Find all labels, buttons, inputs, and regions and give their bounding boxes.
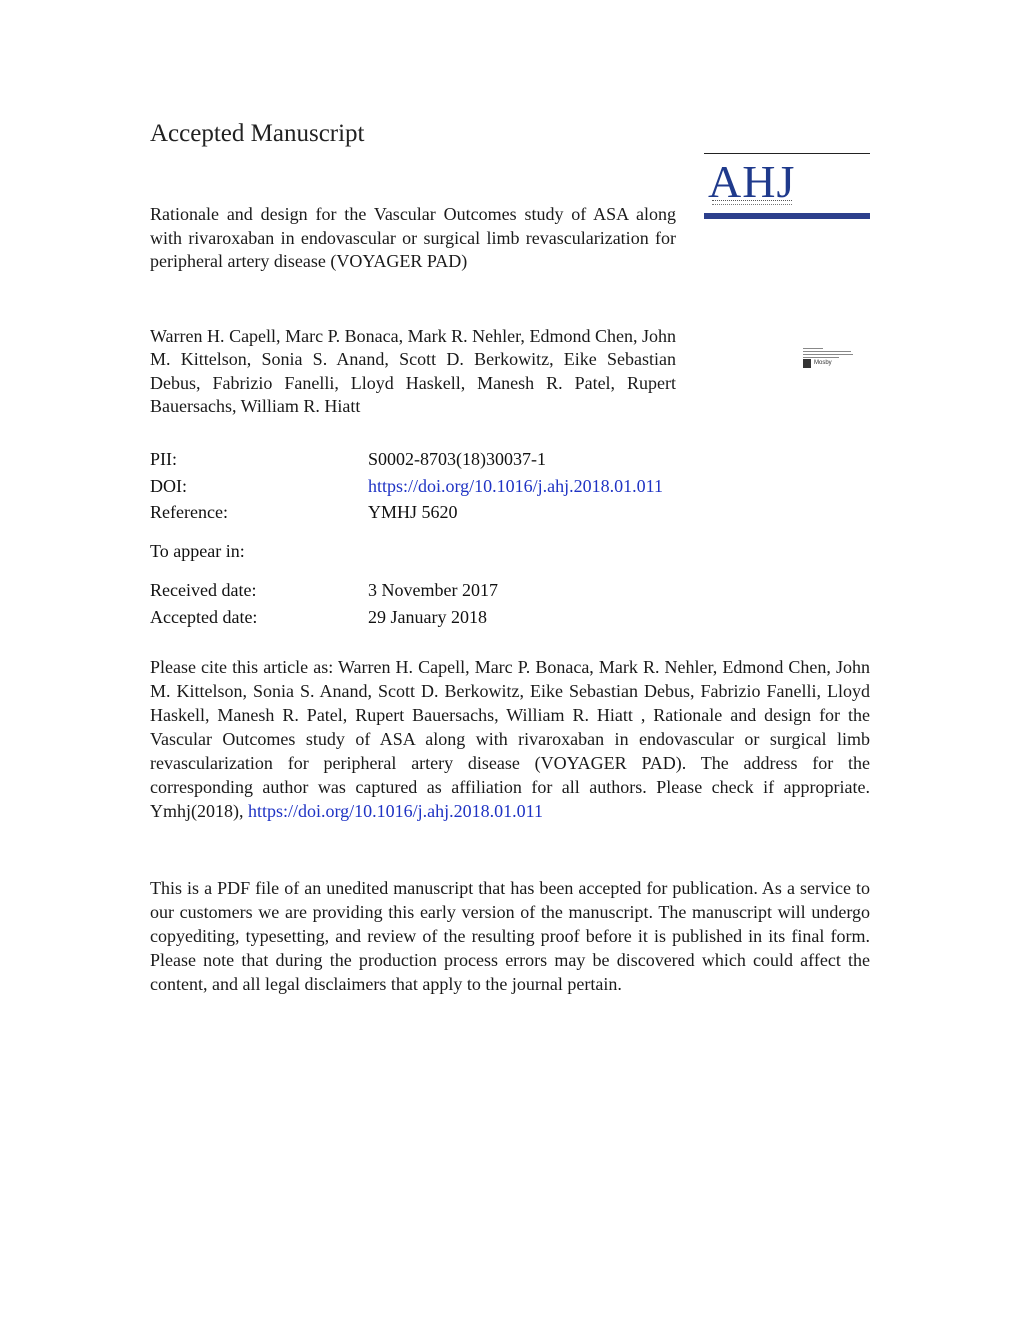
- appear-label: To appear in:: [150, 541, 245, 561]
- badge-line: [803, 354, 853, 355]
- disclaimer-paragraph: This is a PDF file of an unedited manuscript that has been accepted for publication. As a service to our customers we are providing this early version of the manuscript. The manuscript will undergo copyediting, typesetting, and review of the resulting proof before it is published in its final form. Please note that during the production process errors may be discovered which could affect the content, and all legal disclaimers that apply to the journal pertain.: [150, 878, 870, 994]
- page-heading: Accepted Manuscript: [150, 120, 365, 147]
- pii-label: PII:: [150, 449, 177, 469]
- accepted-value: 29 January 2018: [368, 607, 487, 627]
- citation-paragraph: [150, 655, 870, 823]
- citation-doi-link[interactable]: https://doi.org/10.1016/j.ahj.2018.01.011: [248, 801, 544, 821]
- reference-value: YMHJ 5620: [368, 502, 458, 522]
- logo-letters: AHJ: [708, 156, 796, 207]
- pii-value: S0002-8703(18)30037-1: [368, 449, 546, 469]
- crossmark-badge: [803, 347, 855, 369]
- reference-label: Reference:: [150, 502, 228, 522]
- logo-top-rule: [704, 153, 870, 154]
- badge-line: [803, 351, 851, 352]
- accepted-label: Accepted date:: [150, 607, 258, 627]
- received-label: Received date:: [150, 580, 257, 600]
- author-list: Warren H. Capell, Marc P. Bonaca, Mark R. Nehler, Edmond Chen, John M. Kittelson, Sonia S. Anand, Scott D. Berkowitz, Eike Sebastian Debus, Fabrizio Fanelli, Lloyd Haskell, Manesh R. Patel, Rupert Bauersachs, William R. Hiatt: [150, 326, 676, 416]
- logo-bar: [704, 213, 870, 219]
- citation-text: Please cite this article as: Warren H. Capell, Marc P. Bonaca, Mark R. Nehler, Edmond Chen, John M. Kittelson, Sonia S. Anand, Scott D. Berkowitz, Eike Sebastian Debus, Fabrizio Fanelli, Lloyd Haskell, Manesh R. Patel, Rupert Bauersachs, William R. Hiatt , Rationale and design for the Vascular Outcomes study of ASA along with rivaroxaban in endovascular or surgical limb revascularization for peripheral artery disease (VOYAGER PAD). The address for the corresponding author was captured as affiliation for all authors. Please check if appropriate. Ymhj(2018),: [150, 657, 870, 821]
- article-title: Rationale and design for the Vascular Outcomes study of ASA along with rivaroxaban in endovascular or surgical limb revascularization for peripheral artery disease (VOYAGER PAD): [150, 204, 676, 271]
- doi-link[interactable]: https://doi.org/10.1016/j.ahj.2018.01.011: [368, 476, 664, 496]
- received-value: 3 November 2017: [368, 580, 498, 600]
- badge-line: [803, 357, 839, 358]
- publisher-icon: [803, 359, 811, 368]
- badge-text: Mosby: [814, 360, 832, 366]
- doi-label: DOI:: [150, 476, 187, 496]
- badge-line: [803, 348, 823, 349]
- logo-subtitle: [712, 200, 792, 205]
